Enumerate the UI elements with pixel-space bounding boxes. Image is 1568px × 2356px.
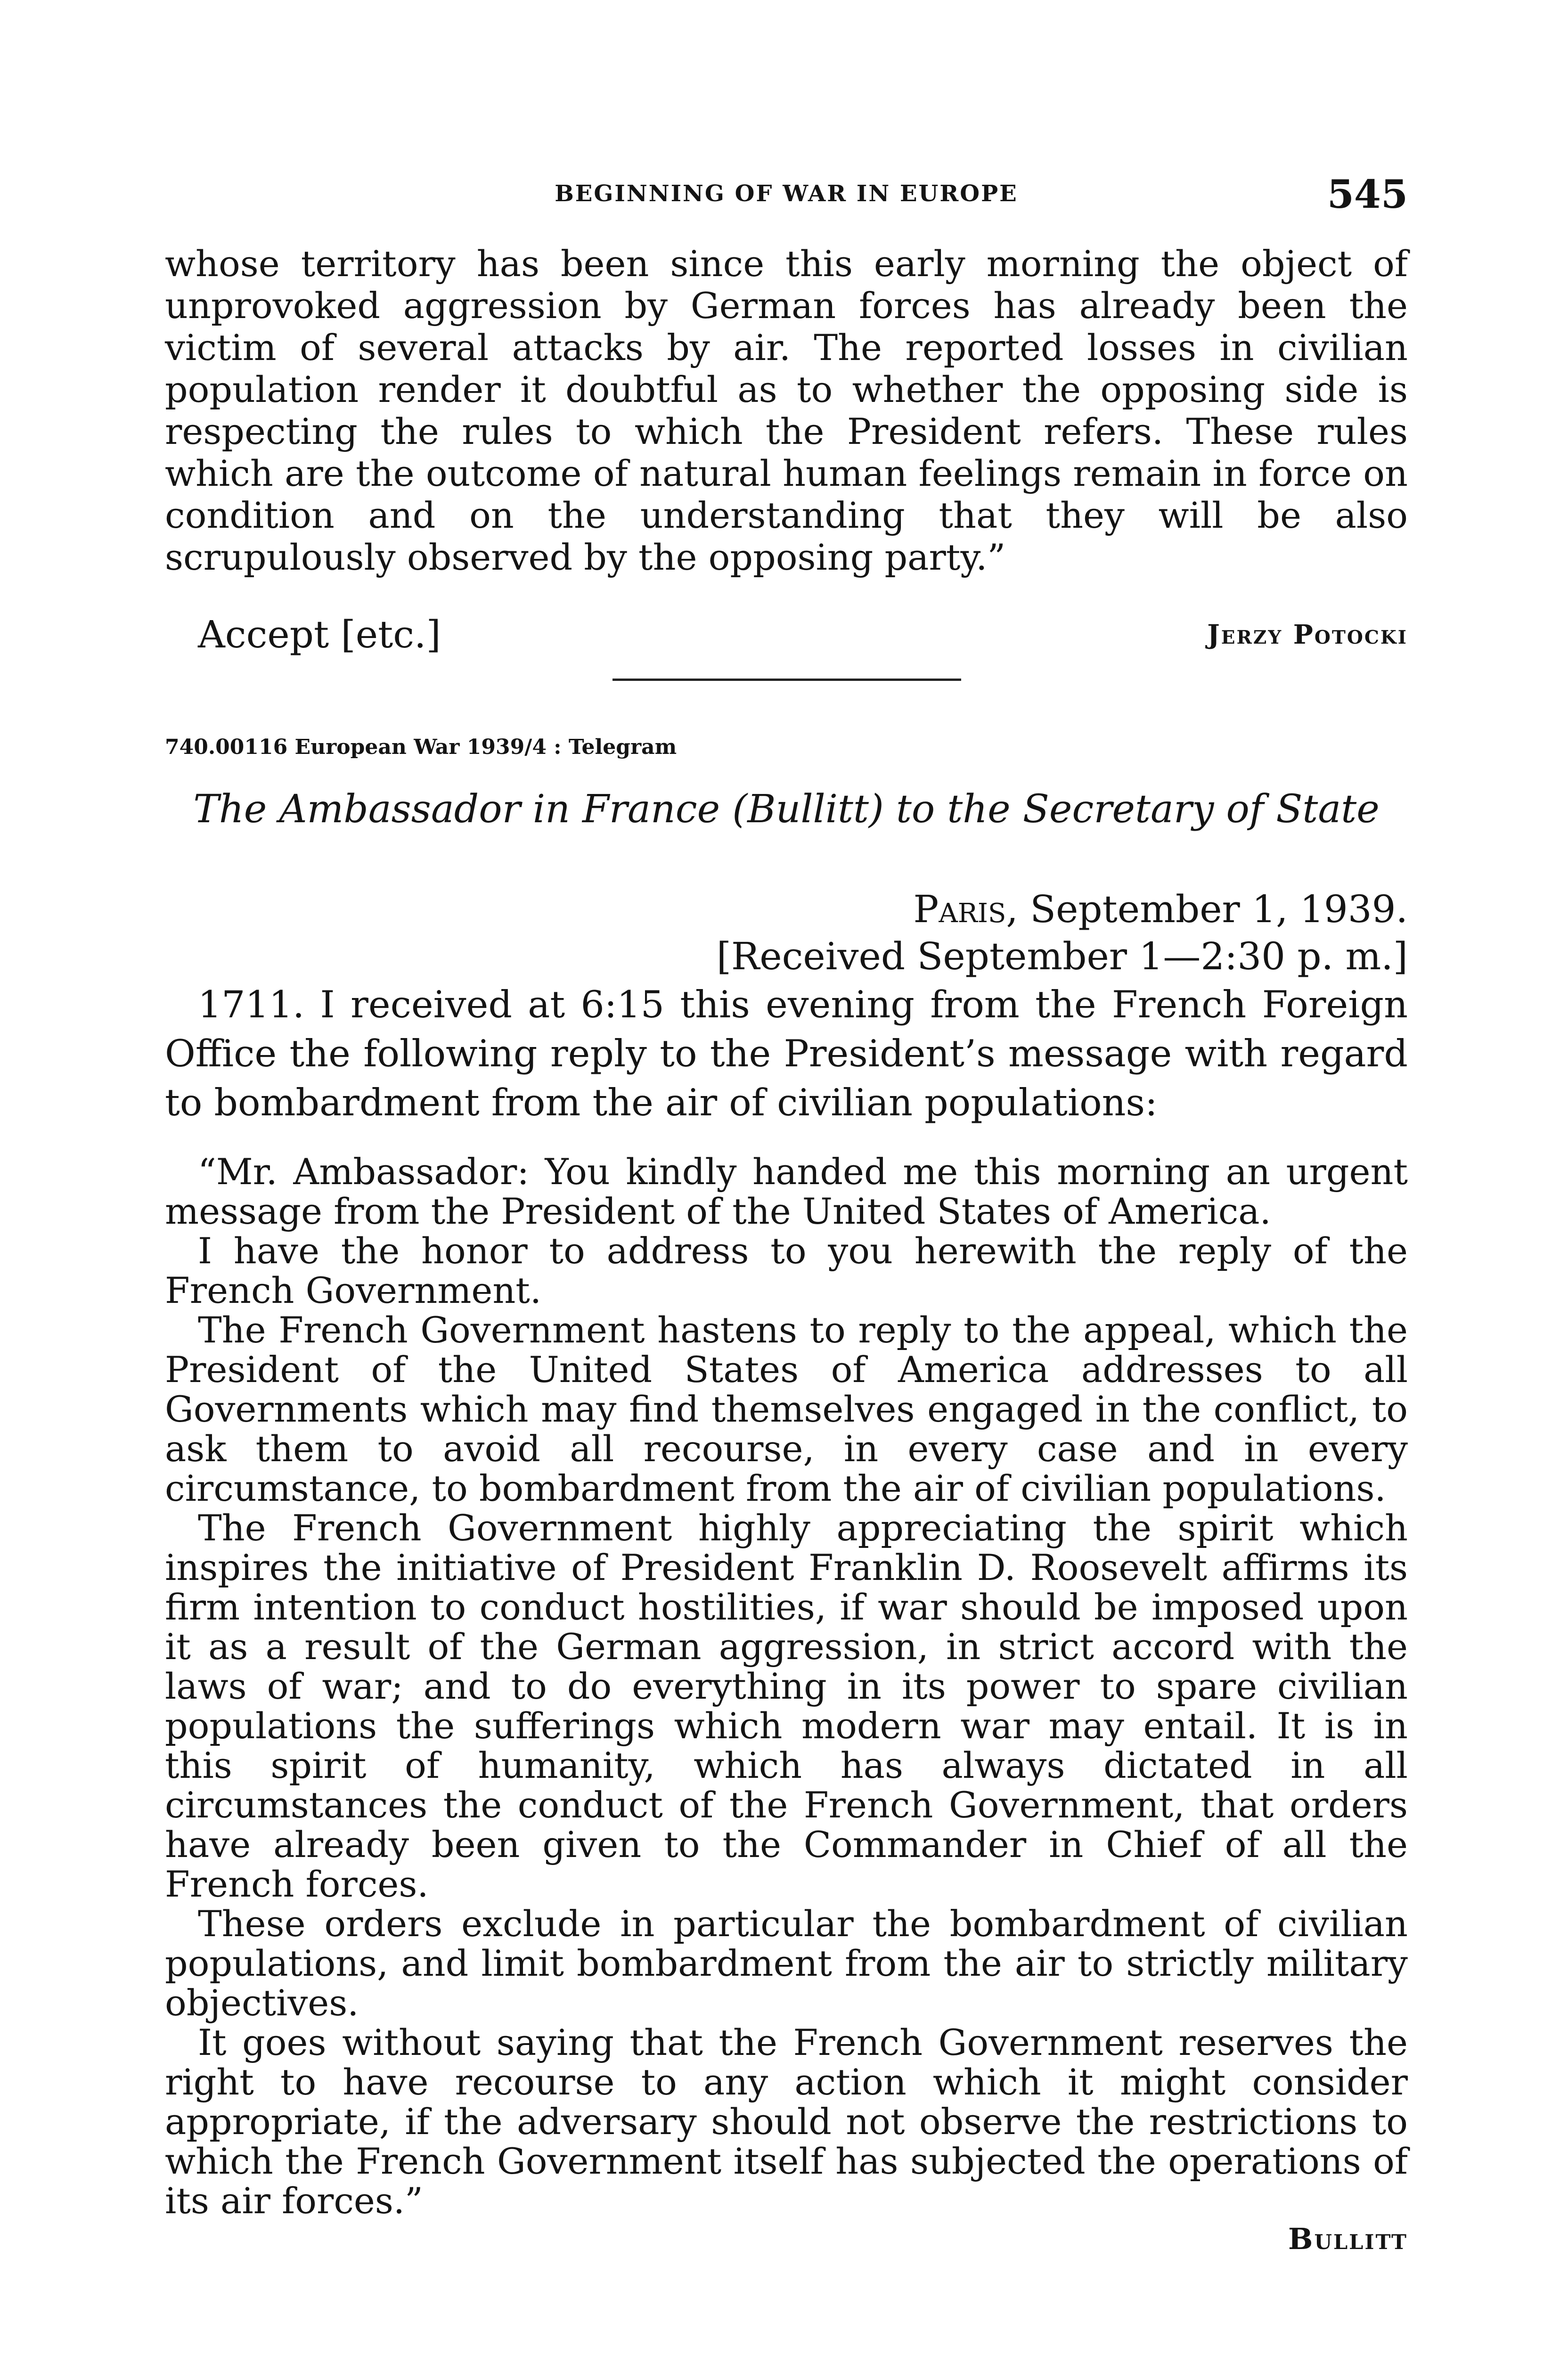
running-title: BEGINNING OF WAR IN EUROPE: [555, 180, 1018, 207]
quote-paragraph: These orders exclude in particular the bombardment of civilian populations, and limit bombardment from the air to strictly military objectives.: [165, 1903, 1408, 2024]
dateline-place: Paris: [913, 887, 1006, 931]
telegram-intro: 1711. I received at 6:15 this evening from the French Foreign Office the following reply to the President’s message with regard to bombardment from the air of civilian populations:: [165, 983, 1408, 1124]
polish-reply-continuation: whose territory has been since this early morning the object of unprovoked aggression by German forces has already been the victim of several attacks by air. The reported losses in civilian population render it doubtful as to whether the opposing side is respecting the rules to which the President refers. These rules which are the outcome of natural human feelings remain in force on condition and on the understanding that they will be also scrupulously observed by the opposing party.”: [165, 243, 1408, 578]
french-reply-quote: [165, 1152, 1408, 2221]
dateline-sent: [717, 886, 1408, 933]
dateline-date: , September 1, 1939.: [1006, 887, 1408, 931]
closing-formula: Accept [etc.]: [198, 613, 441, 656]
telegram-signature: Bullitt: [1288, 2222, 1408, 2256]
document-title: The Ambassador in France (Bullitt) to the Secretary of State: [193, 787, 1380, 832]
quote-paragraph: The French Government hastens to reply to the appeal, which the President of the United States of America addresses to all Governments which may find themselves engaged in the conflict, to ask them to avoid all recourse, in every case and in every circumstance, to bombardment from the air of civilian populations.: [165, 1309, 1408, 1509]
dateline-received: [Received September 1—2:30 p. m.]: [716, 934, 1408, 978]
polish-reply-signature-row: [198, 613, 1408, 660]
page-header: [165, 172, 1408, 224]
section-divider: [612, 679, 961, 681]
quote-paragraph: The French Government highly appreciating the spirit which inspires the initiative of President Franklin D. Roosevelt affirms its firm intention to conduct hostilities, if war should be imposed upon it as a result of the German aggression, in strict accord with the laws of war; and to do everything in its power to spare civilian populations the sufferings which modern war may entail. It is in this spirit of humanity, which has always dictated in all circumstances the conduct of the French Government, that orders have already been given to the Commander in Chief of all the French forces.: [165, 1507, 1408, 1905]
file-reference: 740.00116 European War 1939/4 : Telegram: [165, 735, 677, 759]
quote-paragraph: I have the honor to address to you herewith the reply of the French Government.: [165, 1230, 1408, 1311]
dateline: [717, 886, 1408, 980]
signer-name: Jerzy Potocki: [1207, 619, 1408, 650]
page-number: 545: [1327, 172, 1408, 217]
quote-paragraph: “Mr. Ambassador: You kindly handed me this morning an urgent message from the President of the United States of America.: [165, 1151, 1408, 1232]
quote-paragraph: It goes without saying that the French Government reserves the right to have recourse to any action which it might consider appropriate, if the adversary should not observe the restrictions to which the French Government itself has subjected the operations of its air forces.”: [165, 2021, 1408, 2222]
